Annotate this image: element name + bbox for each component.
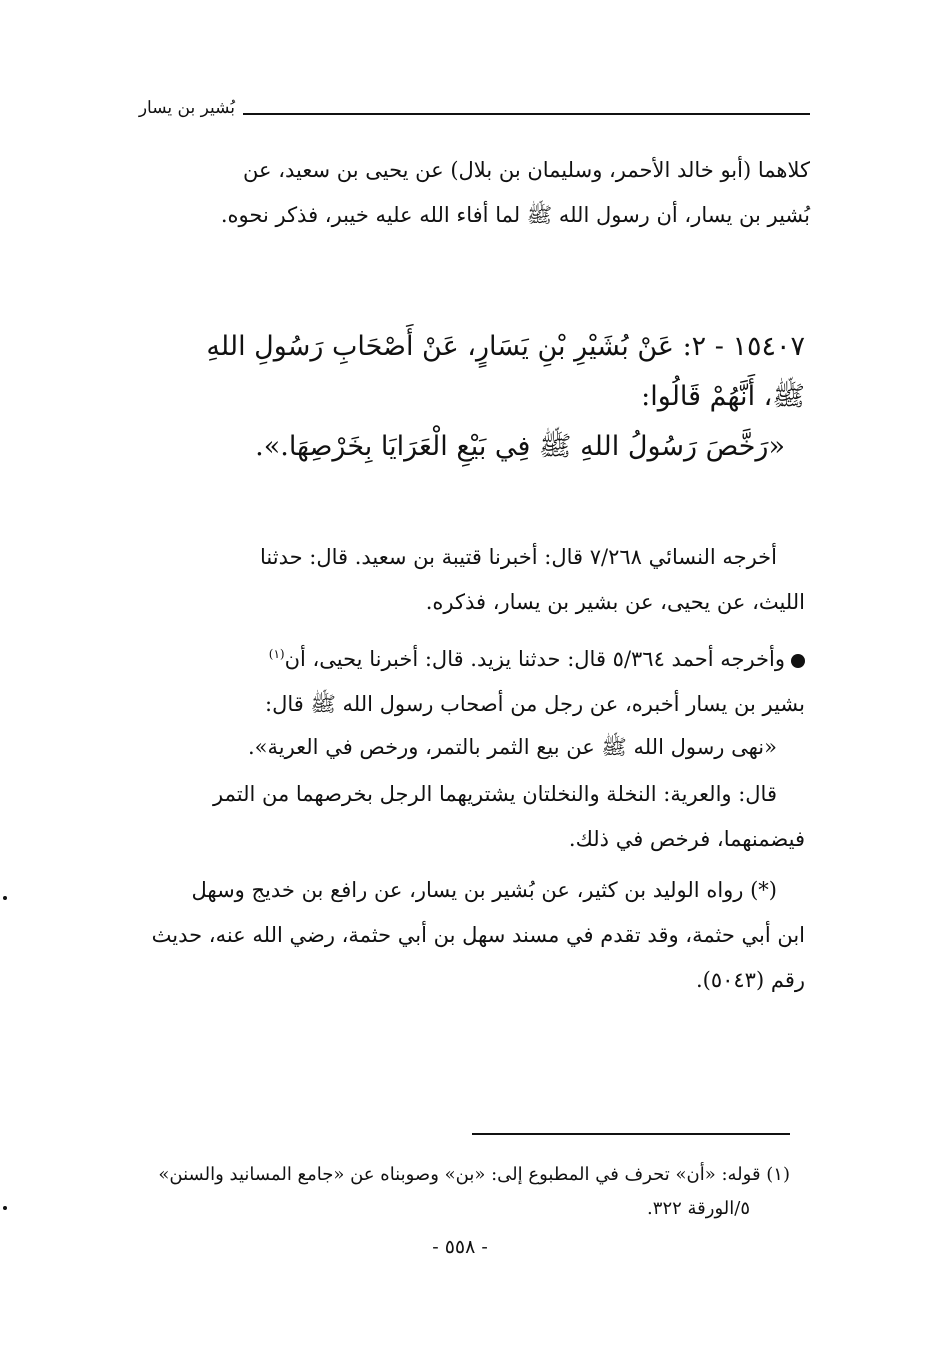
- page-number: - ٥٥٨ -: [432, 1236, 488, 1258]
- paragraph-6-line-2: ابن أبي حثمة، وقد تقدم في مسند سهل بن أبي حثمة، رضي الله عنه، حديث: [151, 923, 805, 947]
- paragraph-6-line-1: (*) رواه الوليد بن كثير، عن بُشير بن يسار، عن رافع بن خديج وسهل: [191, 878, 777, 902]
- paragraph-3: [105, 632, 805, 727]
- paragraph-1-line-1: كلاهما (أبو خالد الأحمر، وسليمان بن بلال) عن يحيى بن سعيد، عن: [243, 158, 810, 182]
- paragraph-6-line-3: رقم (٥٠٤٣).: [695, 968, 805, 992]
- hadith-line-1: ١٥٤٠٧ - ٢: عَنْ بُشَيْرِ بْنِ يَسَارٍ، عَنْ أَصْحَابِ رَسُولِ اللهِ: [206, 331, 805, 362]
- header-rule: [243, 113, 810, 115]
- bullet-icon: [791, 654, 805, 668]
- scan-speck: [3, 896, 7, 900]
- scan-speck: [3, 1206, 7, 1210]
- paragraph-2: [105, 535, 805, 625]
- paragraph-6: [105, 868, 805, 1003]
- paragraph-4-line-1: «نهى رسول الله ﷺ عن بيع الثمر بالتمر، ورخص في العرية».: [247, 735, 777, 759]
- paragraph-1-line-2: بُشير بن يسار، أن رسول الله ﷺ لما أفاء الله عليه خيبر، فذكر نحوه.: [220, 203, 810, 227]
- hadith-line-2: ﷺ، أَنَّهُمْ قَالُوا:: [641, 381, 805, 412]
- footnote-marker: (١): [268, 647, 285, 661]
- paragraph-4: [105, 725, 805, 770]
- paragraph-2-line-1: أخرجه النسائي ٧/٢٦٨ قال: أخبرنا قتيبة بن سعيد. قال: حدثنا: [260, 545, 777, 569]
- paragraph-5-line-1: قال: والعرية: النخلة والنخلتان يشتريهما الرجل بخرصهما من التمر: [213, 782, 777, 806]
- footnote: [100, 1158, 790, 1226]
- paragraph-1: [100, 148, 810, 238]
- hadith-text: [105, 322, 805, 472]
- paragraph-5: [105, 772, 805, 862]
- paragraph-3-text: وأخرجه أحمد ٥/٣٦٤ قال: حدثنا يزيد. قال: أخبرنا يحيى، أن: [284, 647, 785, 671]
- paragraph-3-line-1: [105, 632, 805, 682]
- paragraph-2-line-2: الليث، عن يحيى، عن بشير بن يسار، فذكره.: [425, 590, 805, 614]
- footnote-line-2: ٥/الورقة ٣٢٢.: [647, 1198, 750, 1219]
- running-head: بُشير بن يسار: [138, 98, 235, 118]
- paragraph-5-line-2: فيضمنهما، فرخص في ذلك.: [568, 827, 805, 851]
- footnote-rule: [472, 1133, 790, 1135]
- paragraph-3-line-2: بشير بن يسار أخبره، عن رجل من أصحاب رسول الله ﷺ قال:: [265, 692, 805, 716]
- footnote-line-1: (١) قوله: «أن» تحرف في المطبوع إلى: «بن» وصوبناه عن «جامع المسانيد والسنن»: [158, 1164, 790, 1185]
- hadith-line-3: «رَخَّصَ رَسُولُ اللهِ ﷺ فِي بَيْعِ الْعَرَايَا بِخَرْصِهَا.».: [255, 431, 785, 462]
